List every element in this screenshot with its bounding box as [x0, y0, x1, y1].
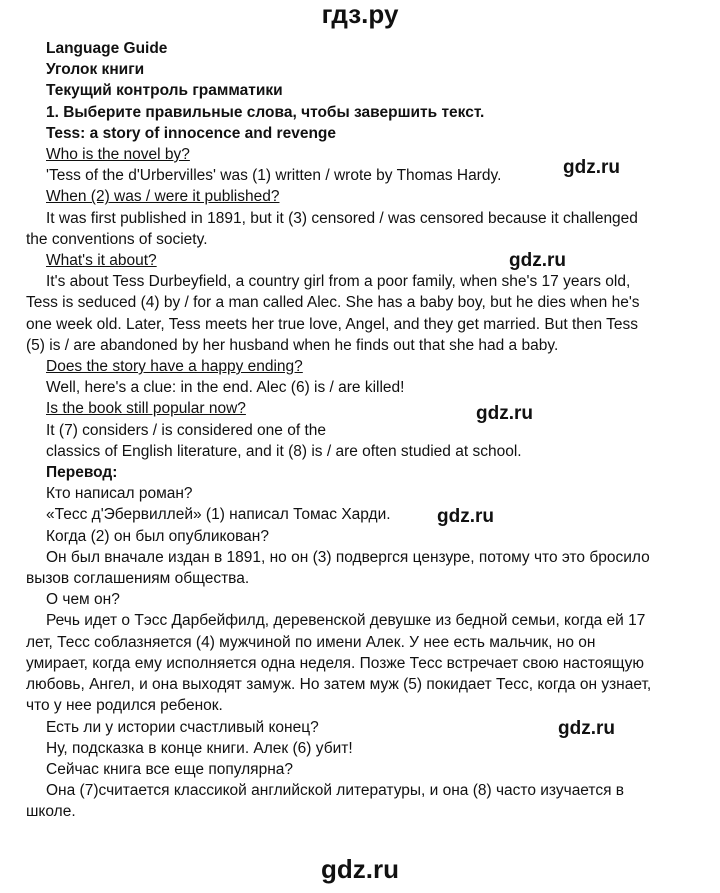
answer-line: classics of English literature, and it (8) is / are often studied at school.: [46, 442, 522, 460]
text-title: Tess: a story of innocence and revenge: [46, 124, 336, 142]
answer-line: the conventions of society.: [26, 230, 208, 248]
answer-line: It was first published in 1891, but it (3) censored / was censored because it challenged: [46, 209, 638, 227]
translation-line: вызов соглашениям общества.: [26, 570, 250, 588]
translation-line: любовь, Ангел, и она выходят замуж. Но затем муж (5) покидает Тесс, когда он узнает,: [26, 676, 652, 694]
answer-line: (5) is / are abandoned by her husband when he finds out that she had a baby.: [26, 336, 559, 354]
watermark: gdz.ru: [437, 506, 494, 527]
translation-line: умирает, когда ему исполняется одна неделя. Позже Тесс встречает свою настоящую: [26, 654, 645, 672]
answer-line: 'Tess of the d'Urbervilles' was (1) written / wrote by Thomas Hardy.: [46, 167, 502, 185]
answer-line: It (7) considers / is considered one of the: [46, 421, 327, 439]
translation-line: Ну, подсказка в конце книги. Алек (6) убит!: [46, 739, 353, 757]
translation-line: О чем он?: [46, 591, 120, 609]
section-subheading: Текущий контроль грамматики: [46, 82, 283, 100]
question: What's it about?: [46, 252, 157, 270]
translation-line: Когда (2) он был опубликован?: [46, 527, 269, 545]
task-title: 1. Выберите правильные слова, чтобы завершить текст.: [46, 103, 485, 121]
question: Who is the novel by?: [46, 146, 190, 164]
translation-line: лет, Тесс соблазняется (4) мужчиной по имени Алек. У нее есть мальчик, но он: [26, 633, 596, 651]
section-heading: Language Guide: [46, 40, 168, 57]
answer-line: Tess is seduced (4) by / for a man called Alec. She has a baby boy, but he dies when he's: [26, 294, 640, 312]
question: Does the story have a happy ending?: [46, 358, 303, 376]
translation-line: Есть ли у истории счастливый конец?: [46, 718, 319, 736]
translation-line: Кто написал роман?: [46, 485, 193, 503]
question: Is the book still popular now?: [46, 400, 246, 418]
translation-heading: Перевод:: [46, 464, 118, 482]
translation-line: что у нее родился ребенок.: [26, 697, 223, 715]
watermark: gdz.ru: [563, 157, 620, 178]
section-subheading: Уголок книги: [46, 61, 145, 79]
translation-line: Сейчас книга все еще популярна?: [46, 760, 294, 778]
translation-line: Он был вначале издан в 1891, но он (3) подвергся цензуре, потому что это бросило: [46, 548, 650, 566]
watermark: gdz.ru: [476, 403, 533, 424]
document-body: [26, 38, 686, 823]
watermark: gdz.ru: [558, 718, 615, 739]
answer-line: It's about Tess Durbeyfield, a country girl from a poor family, when she's 17 years old,: [46, 273, 631, 291]
answer-line: one week old. Later, Tess meets her true love, Angel, and they get married. But then Tess: [26, 315, 639, 333]
translation-line: «Тесс д'Эбервиллей» (1) написал Томас Харди.: [46, 506, 391, 524]
site-header: гдз.ру: [321, 0, 399, 29]
site-footer: gdz.ru: [321, 854, 399, 884]
translation-line: Она (7)считается классикой английской литературы, и она (8) часто изучается в: [46, 782, 625, 800]
translation-line: школе.: [26, 803, 76, 821]
translation-line: Речь идет о Тэсс Дарбейфилд, деревенской девушке из бедной семьи, когда ей 17: [46, 612, 646, 630]
answer-line: Well, here's a clue: in the end. Alec (6) is / are killed!: [46, 379, 405, 397]
watermark: gdz.ru: [509, 250, 566, 271]
question: When (2) was / were it published?: [46, 188, 280, 206]
